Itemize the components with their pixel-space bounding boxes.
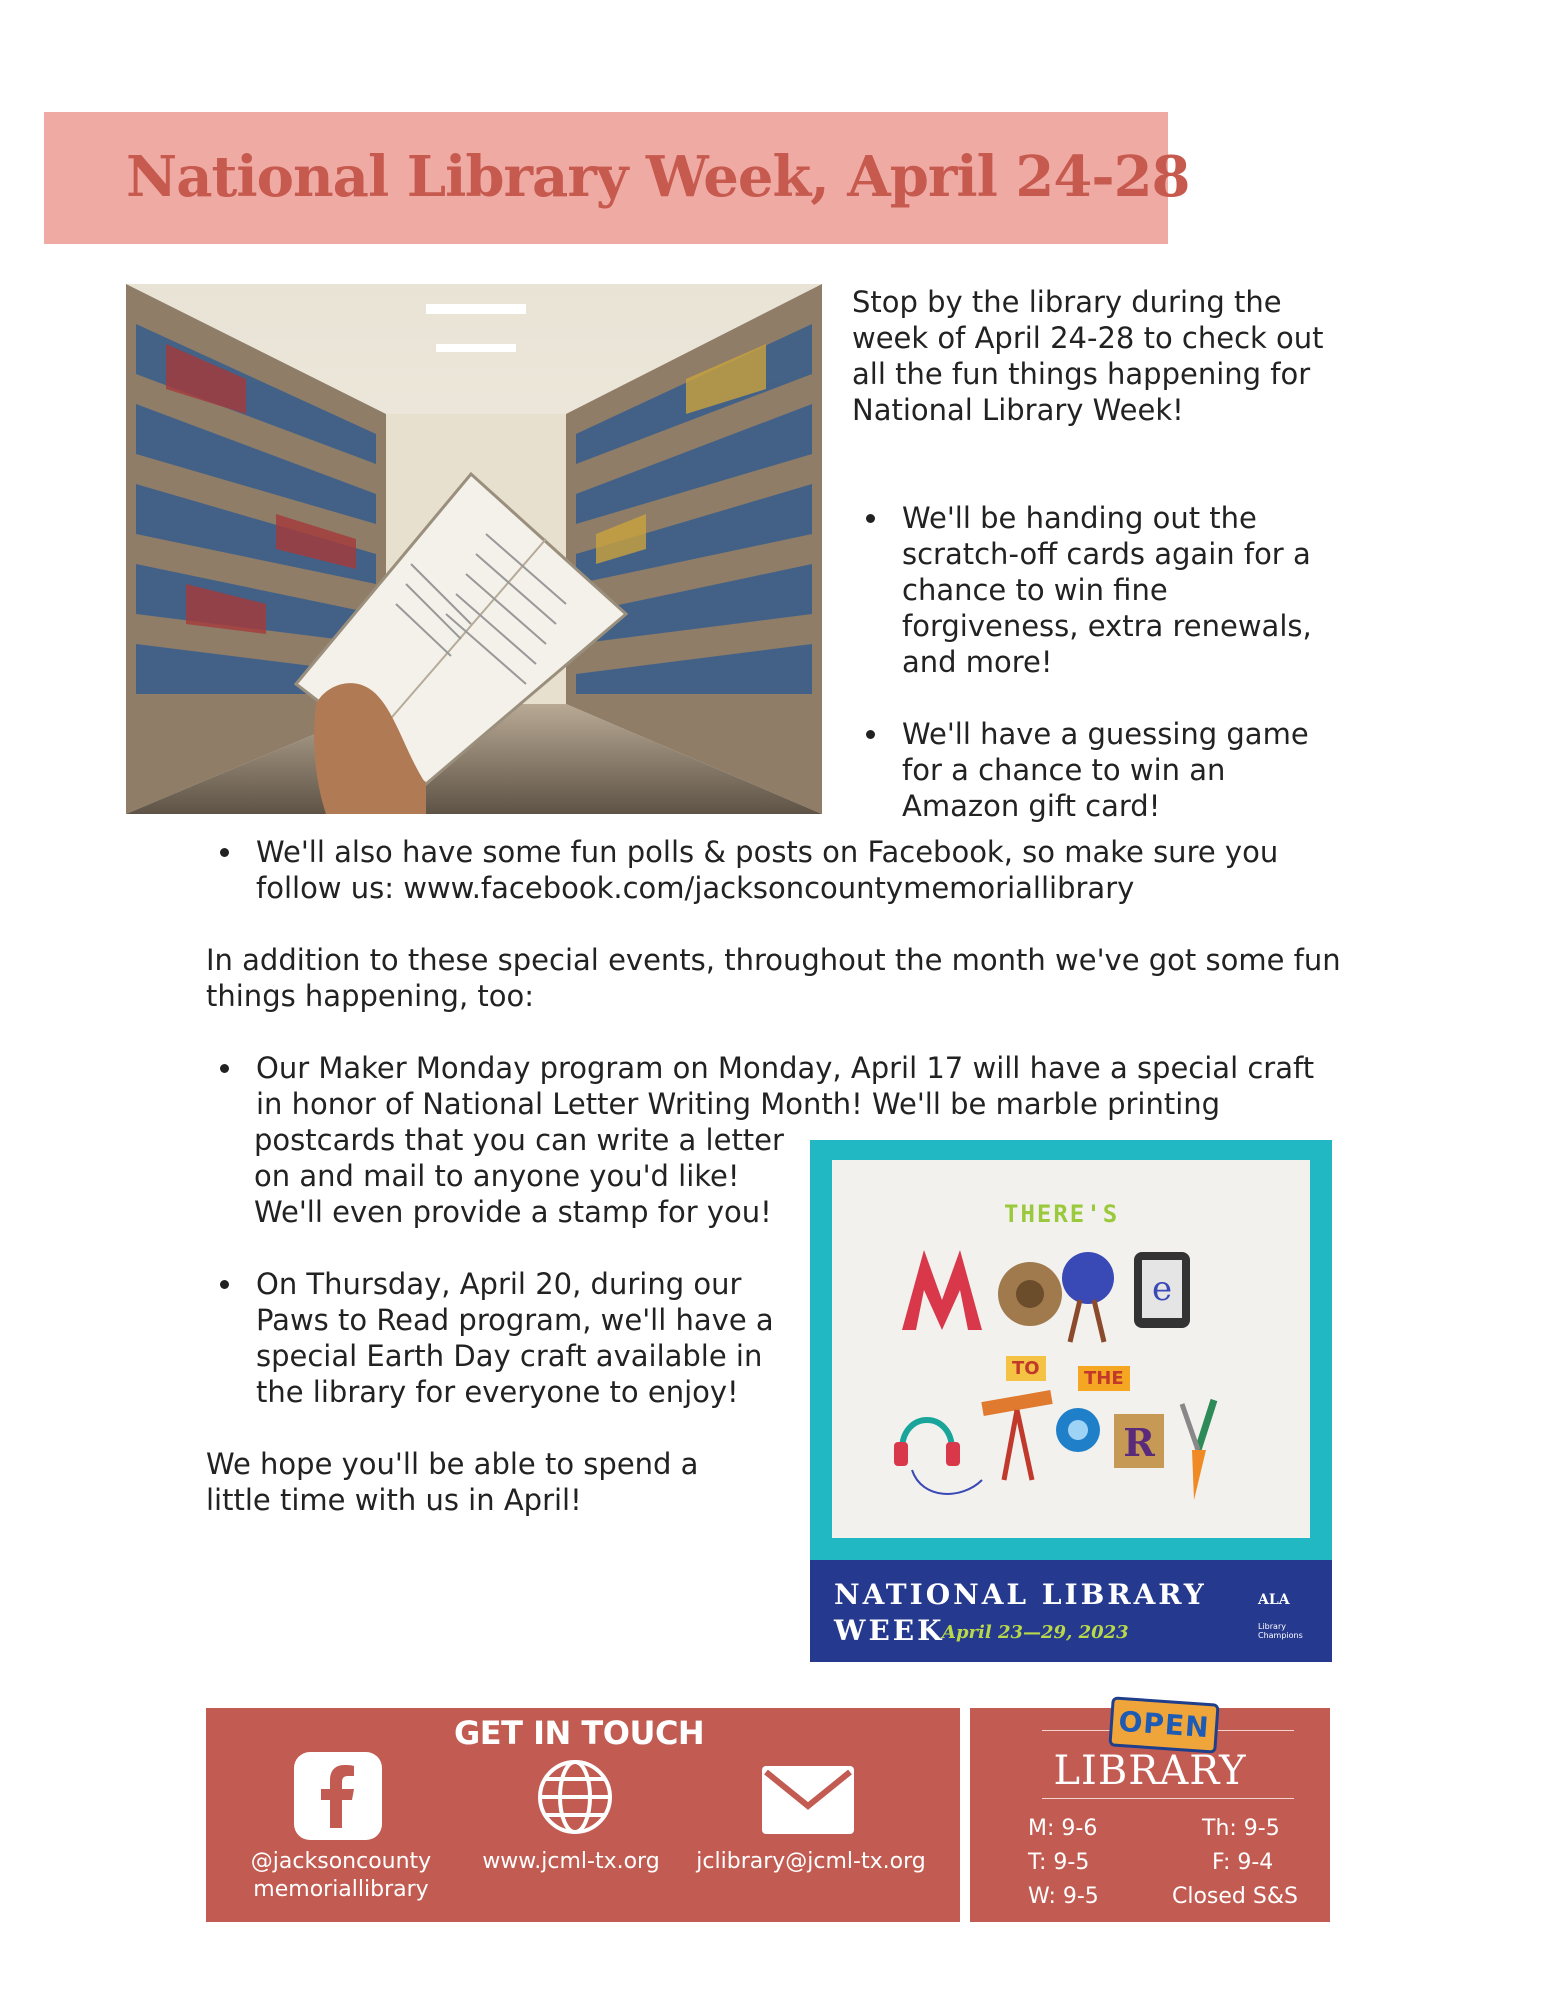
page-title: National Library Week, April 24-28 [126,144,1190,210]
email-link[interactable]: jclibrary@jcml-tx.org [696,1849,926,1874]
week-event-list [852,500,1332,860]
contact-box [206,1708,960,1922]
library-photo [126,284,822,814]
poster-band-dates: April 23—29, 2023 [942,1622,1129,1643]
national-library-week-poster [810,1140,1332,1662]
month-intro-paragraph: In addition to these special events, throughout the month we've got some fun things happening, too: [206,943,1341,1013]
hours-weekend: Closed S&S [1172,1884,1298,1909]
hours-wednesday: W: 9-5 [1028,1884,1099,1909]
facebook-handle-line-2: memoriallibrary [253,1877,429,1902]
ala-logo-text: ALA [1258,1592,1290,1608]
svg-text:R: R [1123,1420,1155,1465]
poster-paper [832,1160,1310,1538]
closing-paragraph: We hope you'll be able to spend a little time with us in April! [206,1447,699,1517]
facebook-handle-line-1: @jacksoncounty [250,1849,432,1874]
website-link[interactable]: www.jcml-tx.org [482,1849,660,1874]
paws-to-read-bullet: On Thursday, April 20, during our Paws to Read program, we'll have a special Earth Day craft available in the library for everyone to enjoy! [206,1266,796,1410]
hours-friday: F: 9-4 [1212,1850,1274,1875]
hours-tuesday: T: 9-5 [1028,1850,1090,1875]
globe-icon[interactable] [536,1758,614,1840]
intro-paragraph: Stop by the library during the week of April 24-28 to check out all the fun things happening for National Library Week! [852,285,1324,427]
poster-theres-text: THERE'S [1004,1200,1120,1228]
bookshelf-aisle-illustration [126,284,822,814]
library-hours-box [970,1704,1330,1922]
poster-band [810,1560,1332,1662]
more-to-the-story-artwork [832,1160,1310,1538]
poster-band-week: WEEK [834,1614,945,1647]
maker-monday-bullet-continued: postcards that you can write a letter on and mail to anyone you'd like! We'll even provide a stamp for you! [254,1123,784,1229]
hours-heading: LIBRARY [1053,1748,1247,1794]
open-sign [1108,1696,1219,1753]
list-item: We'll be handing out the scratch-off cards again for a chance to win fine forgiveness, extra renewals, and more! [852,500,1332,680]
divider [1042,1798,1294,1799]
maker-monday-bullet: Our Maker Monday program on Monday, April 17 will have a special craft in honor of National Letter Writing Month! We'll be marble printing [206,1050,1346,1122]
open-sign-text: OPEN [1117,1704,1211,1745]
facebook-handle[interactable] [226,1848,456,1904]
envelope-icon[interactable] [762,1766,854,1838]
poster-the-text: THE [1078,1366,1130,1391]
poster-to-text: TO [1006,1356,1046,1381]
hours-monday: M: 9-6 [1028,1816,1098,1841]
title-banner [44,112,1190,244]
facebook-bullet: We'll also have some fun polls & posts on Facebook, so make sure you follow us: www.facebook.com/jacksoncountymemoriallibrary [206,834,1346,906]
svg-text:e: e [1151,1269,1173,1309]
poster-band-title: NATIONAL LIBRARY [834,1578,1207,1611]
contact-heading: GET IN TOUCH [454,1714,705,1752]
library-champions-text: Library Champions [1258,1622,1303,1640]
list-item: We'll have a guessing game for a chance to win an Amazon gift card! [852,716,1332,824]
facebook-icon[interactable] [294,1752,382,1844]
hours-thursday: Th: 9-5 [1202,1816,1280,1841]
